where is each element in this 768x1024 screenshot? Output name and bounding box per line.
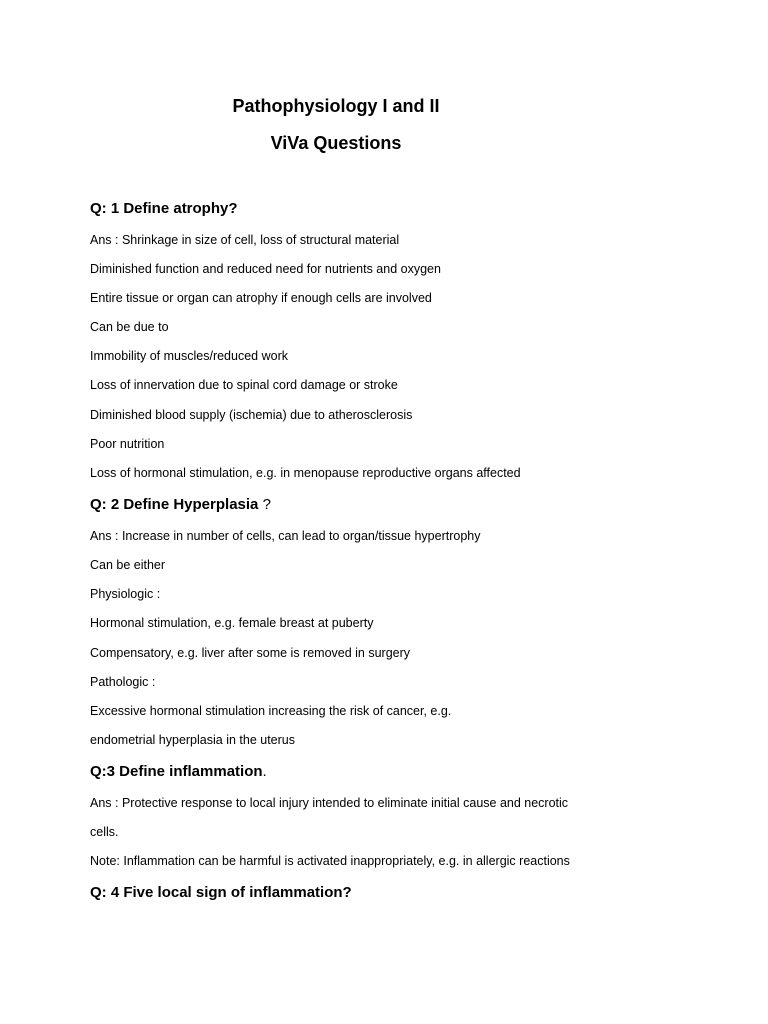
question-heading: Q: 1 Define atrophy? <box>90 200 238 217</box>
answer-line: Ans : Shrinkage in size of cell, loss of structural material <box>90 233 400 247</box>
answer-line: Poor nutrition <box>90 437 165 451</box>
answer-line: Hormonal stimulation, e.g. female breast at puberty <box>90 616 374 630</box>
answer-line: Loss of innervation due to spinal cord damage or stroke <box>90 378 398 392</box>
answer-line: Ans : Protective response to local injury intended to eliminate initial cause and necrotic <box>90 796 569 810</box>
answer-line: Loss of hormonal stimulation, e.g. in menopause reproductive organs affected <box>90 466 521 480</box>
answer-line: Can be either <box>90 558 166 572</box>
answer-line: cells. <box>90 825 119 839</box>
answer-line: endometrial hyperplasia in the uterus <box>90 733 295 747</box>
answer-line: Note: Inflammation can be harmful is activated inappropriately, e.g. in allergic reactions <box>90 854 570 868</box>
answer-line: Immobility of muscles/reduced work <box>90 349 288 363</box>
question-heading: Q: 4 Five local sign of inflammation? <box>90 884 352 901</box>
answer-line: Entire tissue or organ can atrophy if enough cells are involved <box>90 291 432 305</box>
answer-line: Diminished blood supply (ischemia) due to atherosclerosis <box>90 408 413 422</box>
question-heading: Q: 2 Define Hyperplasia ? <box>90 496 271 513</box>
answer-line: Diminished function and reduced need for nutrients and oxygen <box>90 262 441 276</box>
question-heading: Q:3 Define inflammation. <box>90 763 267 780</box>
document-title: Pathophysiology I and II <box>232 96 440 116</box>
answer-line: Excessive hormonal stimulation increasing the risk of cancer, e.g. <box>90 704 452 718</box>
answer-line: Compensatory, e.g. liver after some is removed in surgery <box>90 646 411 660</box>
answer-line: Pathologic : <box>90 675 156 689</box>
answer-line: Physiologic : <box>90 587 161 601</box>
document-subtitle: ViVa Questions <box>270 133 402 153</box>
answer-line: Ans : Increase in number of cells, can lead to organ/tissue hypertrophy <box>90 529 481 543</box>
answer-line: Can be due to <box>90 320 169 334</box>
